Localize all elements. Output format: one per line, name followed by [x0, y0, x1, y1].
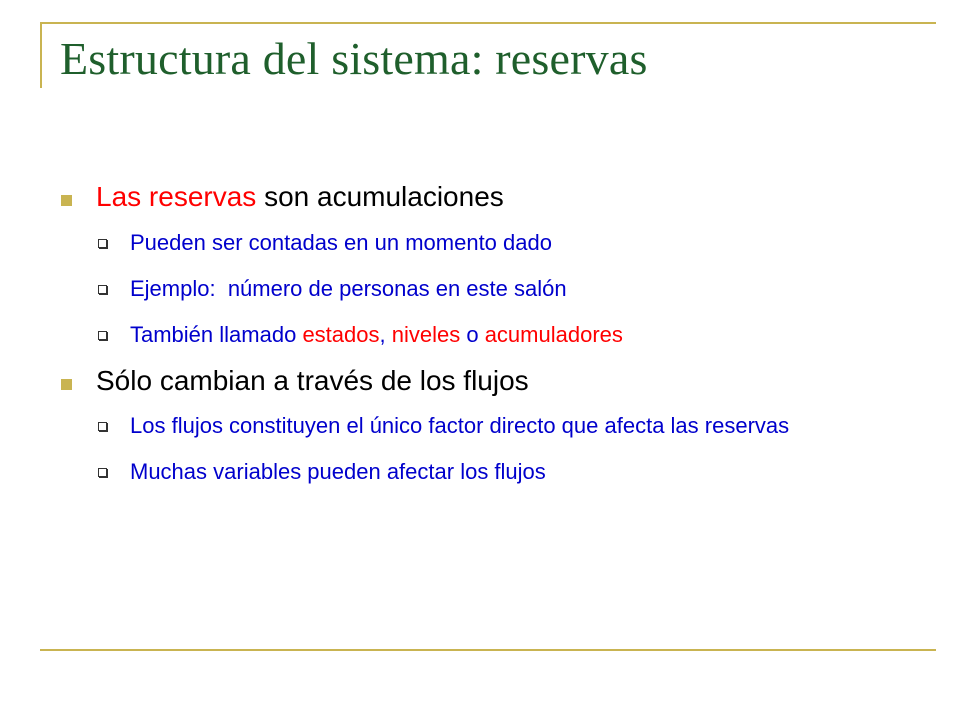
- sub-bullet-tambien: [58, 321, 918, 349]
- sub-bullet-contadas: [58, 229, 918, 257]
- sub-bullet-ejemplo-text: Ejemplo: número de personas en este salón: [130, 276, 567, 301]
- hollow-square-bullet-icon: [98, 331, 107, 340]
- square-bullet-icon: [61, 379, 72, 390]
- term-niveles: niveles: [391, 322, 461, 347]
- bullet-reservas-lead: Las reservas: [96, 181, 257, 212]
- term-estados: estados: [302, 322, 380, 347]
- hollow-square-bullet-icon: [98, 422, 107, 431]
- tambien-text-3: ,: [379, 322, 392, 347]
- slide-content: [58, 180, 918, 486]
- sub-bullet-constituyen: [58, 412, 890, 440]
- hollow-square-bullet-icon: [98, 285, 107, 294]
- left-rule: [40, 22, 42, 88]
- sub-bullet-constituyen-text: Los flujos constituyen el único factor directo que afecta las reservas: [130, 413, 790, 438]
- slide-title: Estructura del sistema: reservas: [60, 33, 648, 84]
- term-acumuladores: acumuladores: [484, 322, 623, 347]
- sub-bullet-variables-text: Muchas variables pueden afectar los flujos: [130, 459, 546, 484]
- hollow-square-bullet-icon: [98, 468, 107, 477]
- square-bullet-icon: [61, 195, 72, 206]
- hollow-square-bullet-icon: [98, 239, 107, 248]
- tambien-text-5: o: [460, 322, 485, 347]
- bullet-flujos: [58, 364, 918, 398]
- bullet-reservas: [58, 180, 918, 214]
- bullet-flujos-text: Sólo cambian a través de los flujos: [96, 365, 529, 396]
- bullet-reservas-rest: son acumulaciones: [256, 181, 504, 212]
- top-rule: [40, 22, 936, 24]
- sub-bullet-variables: [58, 458, 918, 486]
- bottom-rule: [40, 649, 936, 651]
- sub-bullet-contadas-text: Pueden ser contadas en un momento dado: [130, 230, 552, 255]
- sub-bullet-ejemplo: [58, 275, 918, 303]
- tambien-text-1: También llamado: [130, 322, 303, 347]
